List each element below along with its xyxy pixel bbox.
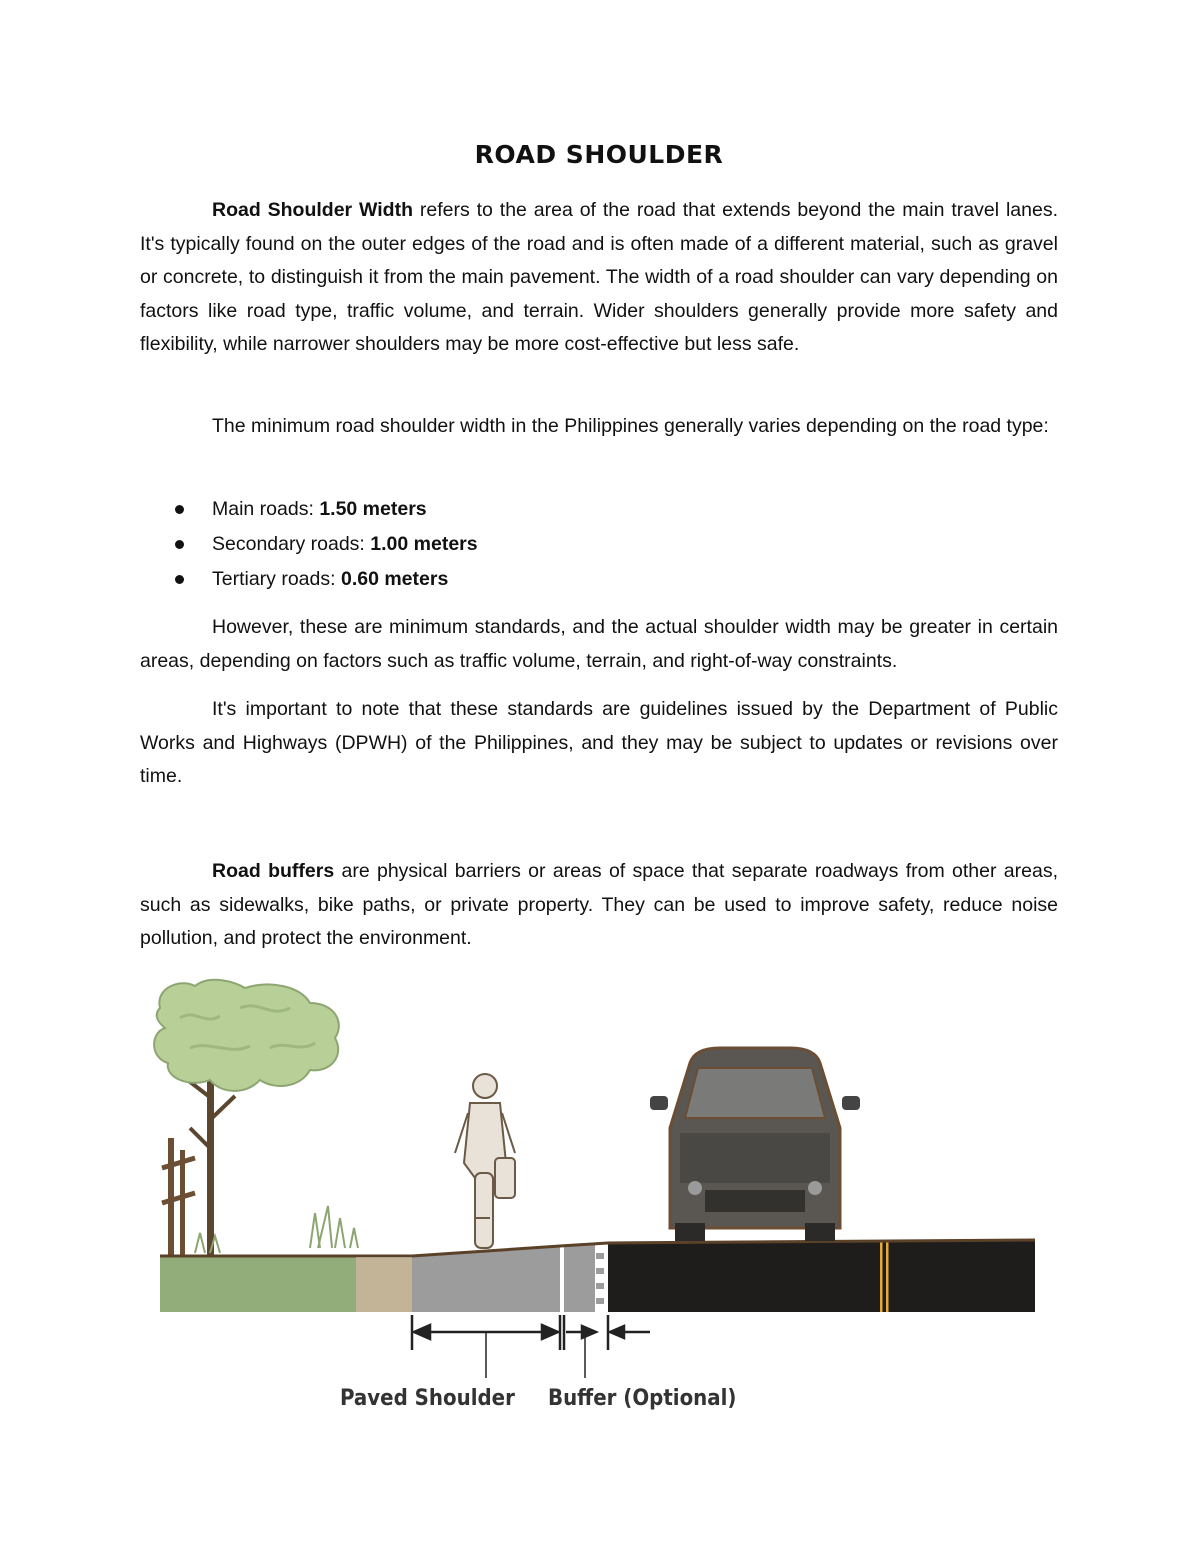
cyclist-icon [455,1074,515,1248]
list-item-label: Secondary roads: [212,533,371,555]
list-item-value: 0.60 meters [340,568,449,590]
car-icon [650,1048,860,1241]
fence-icon [162,1138,195,1256]
dimension-lines [412,1315,650,1378]
grass-band [160,1256,356,1312]
road-cross-section-figure [150,978,1050,1428]
paragraph-road-shoulder-width [140,194,1058,362]
label-buffer: Buffer (Optional) [548,1386,737,1411]
bullet-icon [175,505,184,514]
buffer-band [564,1245,595,1312]
list-item-label: Main roads: [212,498,320,520]
paragraph-dpwh-guidelines: It's important to note that these standards are guidelines issued by the Department of Public Works and Highways (DPWH) of the Philippines, and they may be subject to updates or revisions over time. [140,698,1058,787]
paragraph-text: refers to the area of the road that extends beyond the main travel lanes. It's typically found on the outer edges of the road and is often made of a different material, such as gravel or concrete, to distinguish it from the main pavement. The width of a road shoulder can vary depending on factors like road type, traffic volume, and terrain. Wider shoulders generally provide more safety and flexibility, while narrower shoulders may be more cost-effective but less safe. [140,199,1058,355]
list-item-value: 1.50 meters [319,498,427,520]
page-title: ROAD SHOULDER [474,140,724,169]
bullet-icon [175,540,184,549]
grass-icon [310,1206,358,1248]
list-item [140,562,1058,597]
paragraph-minimum-standards: However, these are minimum standards, and the actual shoulder width may be greater in certain areas, depending on factors such as traffic volume, terrain, and right-of-way constraints. [140,616,1058,672]
paragraph-minimum-width: The minimum road shoulder width in the Philippines generally varies depending on the road type: [212,415,1049,437]
bullet-icon [175,575,184,584]
paragraph-road-buffers [140,855,1058,956]
paragraph-text: are physical barriers or areas of space that separate roadways from other areas, such as sidewalks, bike paths, or private property. They can be used to improve safety, reduce noise pollution, and protect the environment. [140,860,1058,949]
shoulder-width-list [140,492,1058,597]
label-paved-shoulder: Paved Shoulder [340,1386,515,1411]
roadway-band [608,1240,1035,1312]
gravel-band [356,1258,412,1312]
term-road-buffers: Road buffers [212,860,335,882]
list-item-label: Tertiary roads: [212,568,341,590]
list-item [140,527,1058,562]
edge-line [886,1241,889,1312]
list-item [140,492,1058,527]
term-road-shoulder-width: Road Shoulder Width [212,199,413,221]
list-item-value: 1.00 meters [370,533,478,555]
edge-line [880,1241,883,1312]
